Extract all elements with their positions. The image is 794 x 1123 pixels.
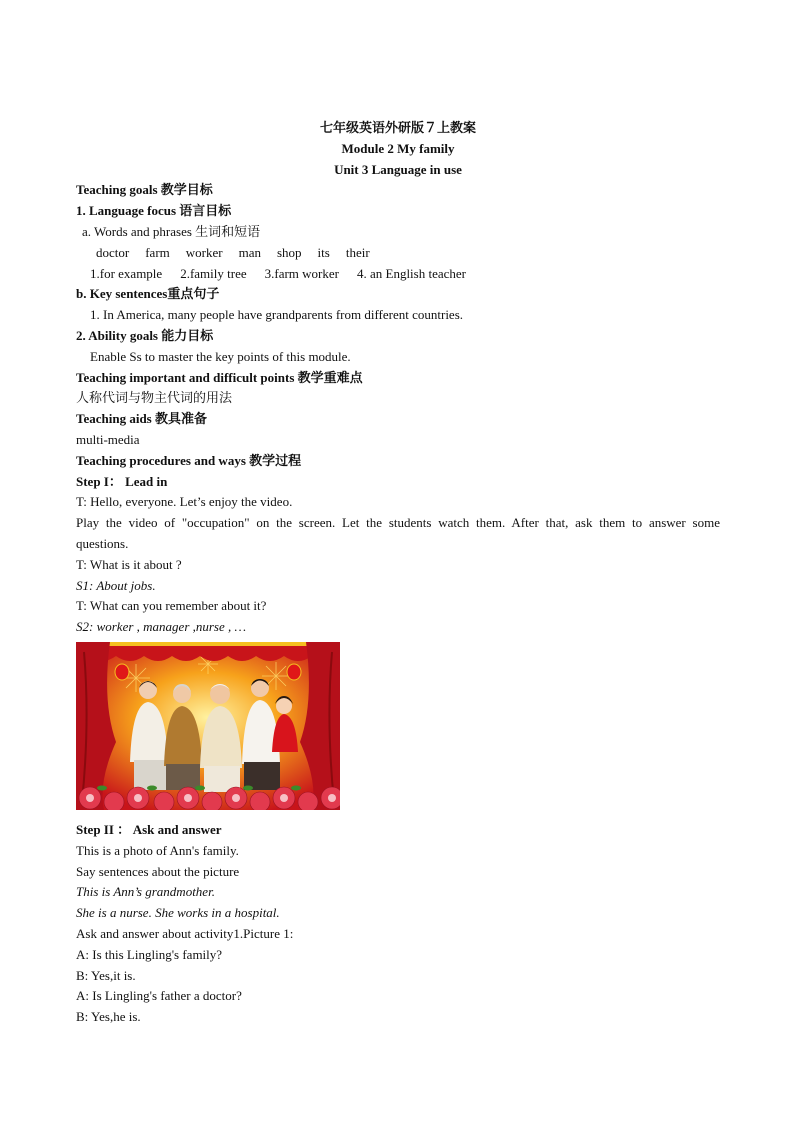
instruction-line: Ask and answer about activity1.Picture 1: [76,925,294,941]
family-photo [76,642,340,810]
important-points-heading: Teaching important and difficult points 教学重难点 [76,369,363,385]
teaching-aids-heading: Teaching aids 教具准备 [76,411,207,427]
phrase-item: 4. an English teacher [356,265,466,281]
word-list [76,243,720,264]
word-item: shop [276,244,302,260]
teaching-goals-heading: Teaching goals 教学目标 [76,182,213,198]
lesson-plan [76,118,720,1028]
dialogue-line: T: What is it about ? [76,556,182,572]
phrase-item: 2.family tree [180,265,247,281]
example-sentence: She is a nurse. She works in a hospital. [76,905,280,921]
words-phrases-label: a. Words and phrases 生词和短语 [82,223,261,239]
word-item: worker [185,244,223,260]
phrase-item: 1.for example [90,265,163,281]
teaching-aids-text: multi-media [76,431,140,447]
instruction-line: Say sentences about the picture [76,863,240,879]
dialogue-line: B: Yes,he is. [76,1009,141,1025]
unit-title: Unit 3 Language in use [334,161,462,177]
language-focus-heading: 1. Language focus 语言目标 [76,203,232,219]
word-item: its [317,244,330,260]
instruction-line: questions. [76,535,129,551]
module-title: Module 2 My family [341,140,455,156]
word-item: farm [145,244,170,260]
instruction-line: Play the video of "occupation" on the screen. Let the students watch them. After that, ask them to answer some [76,515,720,531]
dialogue-line: T: Hello, everyone. Let’s enjoy the video. [76,494,293,510]
step1-title: Step I： Lead in [76,473,168,489]
example-sentence: This is Ann’s grandmother. [76,884,215,900]
key-sentences-heading: b. Key sentences重点句子 [76,286,220,302]
dialogue-line: T: What can you remember about it? [76,598,267,614]
word-item: doctor [96,244,130,260]
instruction-line: This is a photo of Ann's family. [76,842,239,858]
word-item: their [345,244,370,260]
doc-title: 七年级英语外研版７上教案 [319,120,476,135]
procedures-heading: Teaching procedures and ways 教学过程 [76,452,302,468]
key-sentence-1: 1. In America, many people have grandparents from different countries. [90,307,464,323]
step2-title: Step II ： Ask and answer [76,821,222,837]
dialogue-line: S2: worker , manager ,nurse , … [76,619,247,635]
dialogue-line: A: Is this Lingling's family? [76,946,223,962]
dialogue-line: B: Yes,it is. [76,967,136,983]
phrase-list [76,264,720,285]
ability-goals-heading: 2. Ability goals 能力目标 [76,327,214,343]
phrase-item: 3.farm worker [264,265,339,281]
important-points-text: 人称代词与物主代词的用法 [76,390,233,406]
ability-goals-text: Enable Ss to master the key points of this module. [90,348,351,364]
dialogue-line: A: Is Lingling's father a doctor? [76,988,242,1004]
word-item: man [238,244,261,260]
dialogue-line: S1: About jobs. [76,577,156,593]
